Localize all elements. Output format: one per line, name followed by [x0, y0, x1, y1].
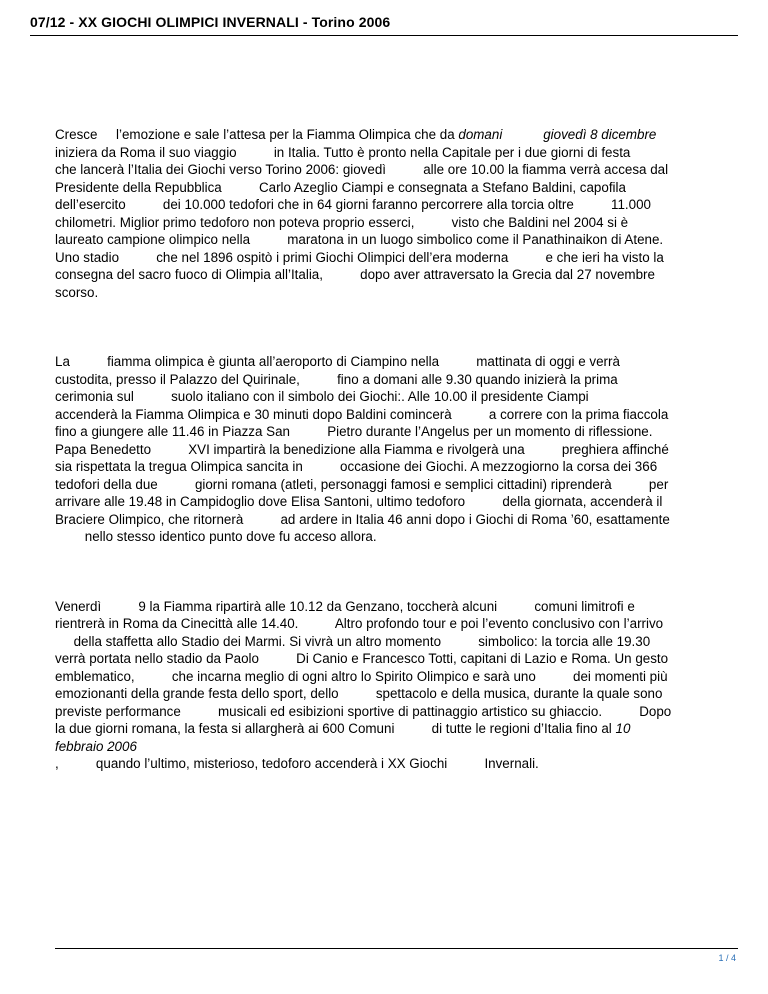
paragraph-3: [55, 598, 725, 773]
paragraph-1: [55, 126, 725, 301]
article-body: [55, 126, 725, 773]
footer-divider: [55, 948, 738, 949]
italic-text: domani: [458, 127, 503, 142]
italic-text: giovedì 8 dicembre: [543, 127, 657, 142]
page-header: [30, 14, 738, 30]
paragraph-2: La fiamma olimpica è giunta all’aeroporto di Ciampino nella mattinata di oggi e verrà custodita, presso il Palazzo del Quirinale, fino a domani alle 9.30 quando inizierà la prima cerimonia sul suolo italiano con il simbolo dei Giochi:. Alle 10.00 il presidente Ciampi accenderà la Fiamma Olimpica e 30 minuti dopo Baldini comincerà a correre con la prima fiaccola fino a giungere alle 11.46 in Piazza San Pietro durante l’Angelus per un momento di riflessione. Papa Benedetto XVI impartirà la benedizione alla Fiamma e rivolgerà una preghiera affinché sia rispettata la tregua Olimpica sancita in occasione dei Giochi. A mezzogiorno la corsa dei 366 tedofori della due giorni romana (atleti, personaggi famosi e semplici cittadini) riprenderà per arrivare alle 19.48 in Campidoglio dove Elisa Santoni, ultimo tedoforo della giornata, accenderà il Braciere Olimpico, che ritornerà ad ardere in Italia 46 anni dopo i Giochi di Roma ’60, esattamente nello stesso identico punto dove fu acceso allora.: [55, 354, 670, 544]
italic-text: 10 febbraio 2006: [55, 721, 631, 754]
text-span: Venerdì 9 la Fiamma ripartirà alle 10.12 da Genzano, toccherà alcuni comuni limitrofi e rientrerà in Roma da Cinecittà alle 14.40. Altro profondo tour e poi l’evento conclusivo con l’arrivo della staffetta allo Stadio dei Marmi. Si vivrà un altro momento simbolico: la torcia alle 19.30 verrà portata nello stadio da Paolo Di Canio e Francesco Totti, capitani di Lazio e Roma. Un gesto emblematico, che incarna meglio di ogni altro lo Spirito Olimpico e sarà uno dei momenti più emozionanti della grande festa dello sport, dello spettacolo e della musica, durante la quale sono previste performance musicali ed esibizioni sportive di pattinaggio artistico su ghiaccio. Dopo la due giorni romana, la festa si allargherà ai 600 Comuni di tutte le regioni d’Italia fino al: [55, 598, 672, 736]
text-span: [502, 127, 543, 142]
header-divider: [30, 35, 738, 36]
text-span: iniziera da Roma il suo viaggio in Italia. Tutto è pronto nella Capitale per i due giorni di festa che lancerà l’Italia dei Giochi verso Torino 2006: giovedì alle ore 10.00 la fiamma verrà accesa dal Presidente della Repubblica Carlo Azeglio Ciampi e consegnata a Stefano Baldini, capofila dell’esercito dei 10.000 tedofori che in 64 giorni faranno percorrere alla torcia oltre 11.000 chilometri. Miglior primo tedoforo non poteva proprio esserci, visto che Baldini nel 2004 si è laureato campione olimpico nella maratona in un luogo simbolico come il Panathinaikon di Atene. Uno stadio che nel 1896 ospitò i primi Giochi Olimpici dell’era moderna e che ieri ha visto la consegna del sacro fuoco di Olimpia all’Italia, dopo aver attraversato la Grecia dal 27 novembre scorso.: [55, 144, 669, 300]
text-span: Cresce l’emozione e sale l’attesa per la Fiamma Olimpica che da: [55, 127, 459, 142]
page-number: 1 / 4: [718, 953, 736, 963]
text-span: , quando l’ultimo, misterioso, tedoforo accenderà i XX Giochi Invernali.: [55, 756, 539, 771]
document-title: 07/12 - XX GIOCHI OLIMPICI INVERNALI - Torino 2006: [30, 14, 391, 30]
